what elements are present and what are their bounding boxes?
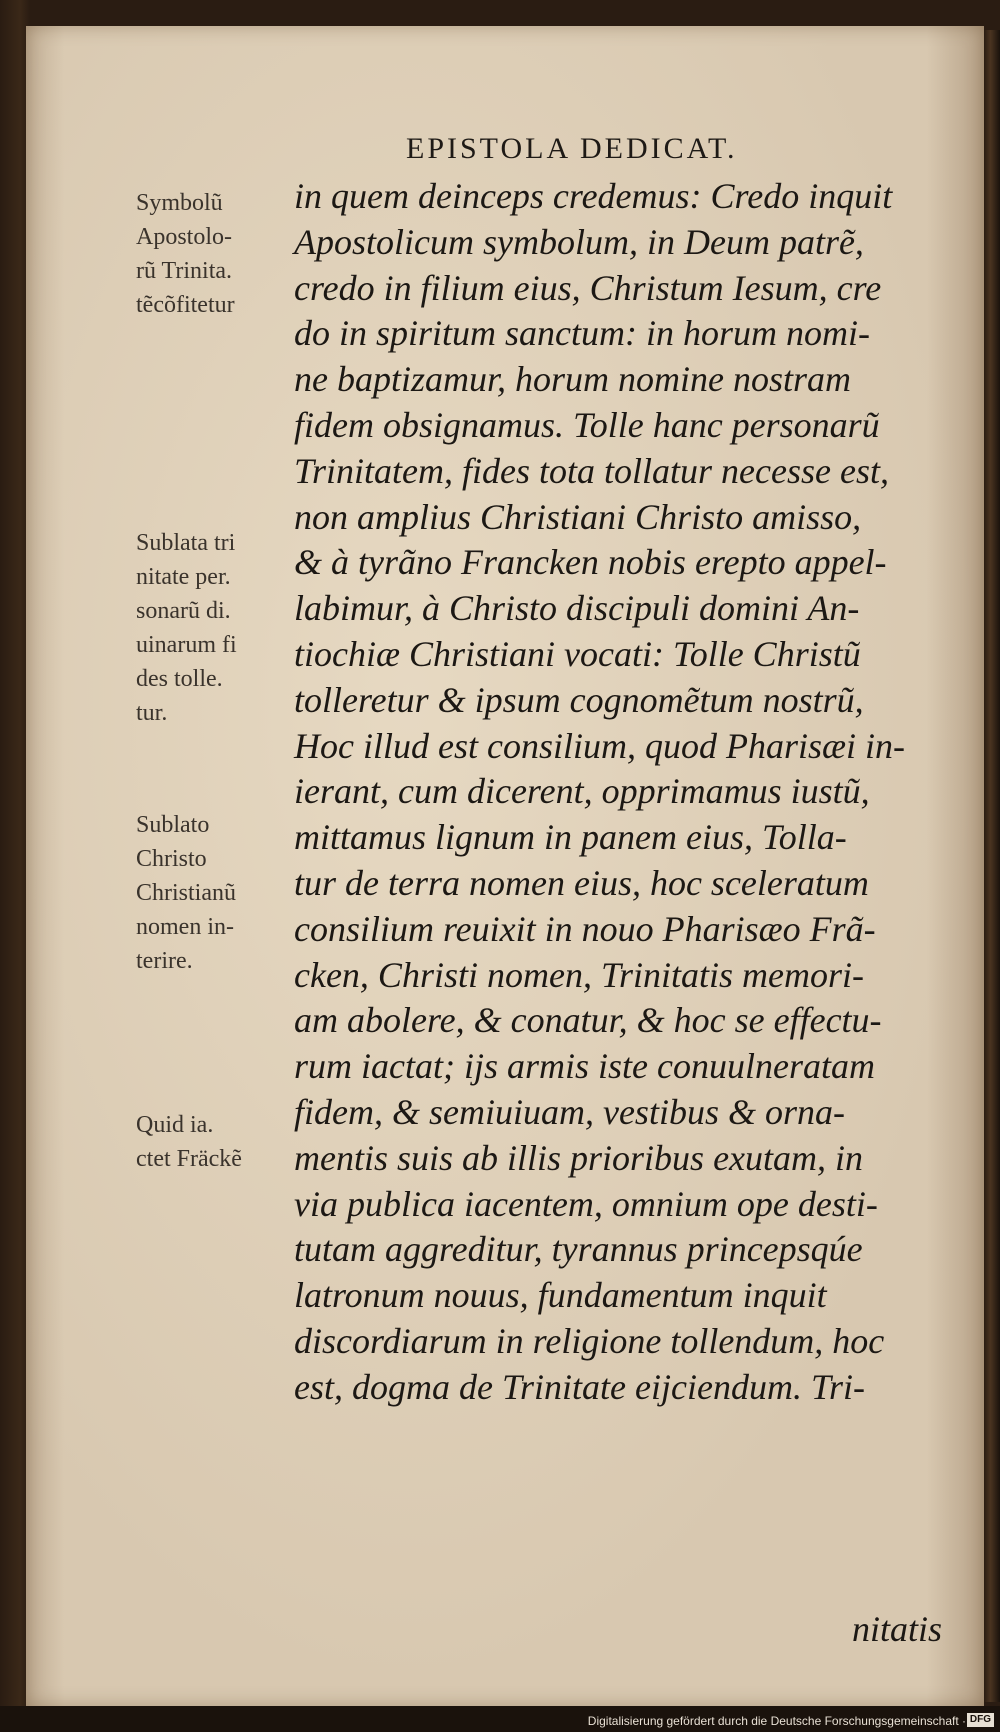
text-line: credo in filium eius, Christum Iesum, cre bbox=[294, 267, 882, 308]
footer-bar bbox=[0, 1706, 1000, 1732]
margin-note-line: terire. bbox=[136, 948, 193, 974]
margin-note-line: rũ Trinita. bbox=[136, 258, 233, 284]
margin-note bbox=[136, 808, 296, 978]
text-line: do in spiritum sanctum: in horum nomi- bbox=[294, 313, 870, 354]
digitization-credit: Digitalisierung gefördert durch die Deutsche Forschungsgemeinschaft · bbox=[587, 1714, 966, 1728]
text-line: ierant, cum dicerent, opprimamus iustũ, bbox=[294, 771, 870, 812]
body-text bbox=[294, 174, 986, 1411]
text-line: est, dogma de Trinitate eijciendum. Tri- bbox=[294, 1366, 865, 1407]
margin-note-line: nomen in- bbox=[136, 914, 234, 940]
margin-note bbox=[136, 526, 296, 730]
margin-note-line: Sublato bbox=[136, 812, 210, 838]
text-line: Apostolicum symbolum, in Deum patrẽ, bbox=[294, 221, 864, 262]
margin-note-line: sonarũ di. bbox=[136, 598, 231, 624]
text-line: & à tyrãno Francken nobis erepto appel- bbox=[294, 542, 887, 583]
margin-note-line: tẽcõfitetur bbox=[136, 292, 235, 318]
text-line: tolleretur & ipsum cognomẽtum nostrũ, bbox=[294, 679, 864, 720]
margin-note-line: Symbolũ bbox=[136, 190, 223, 216]
dfg-logo: DFG bbox=[967, 1713, 994, 1727]
text-line: cken, Christi nomen, Trinitatis memori- bbox=[294, 954, 864, 995]
margin-note-line: Christianũ bbox=[136, 880, 236, 906]
text-line: fidem obsignamus. Tolle hanc personarũ bbox=[294, 404, 880, 445]
text-line: fidem, & semiuiuam, vestibus & orna- bbox=[294, 1091, 845, 1132]
margin-note-line: Sublata tri bbox=[136, 530, 236, 556]
text-line: labimur, à Christo discipuli domini An- bbox=[294, 588, 860, 629]
text-line: via publica iacentem, omnium ope desti- bbox=[294, 1183, 878, 1224]
margin-note bbox=[136, 186, 296, 322]
text-line: ne baptizamur, horum nomine nostram bbox=[294, 359, 852, 400]
margin-note bbox=[136, 1108, 296, 1176]
text-line: non amplius Christiani Christo amisso, bbox=[294, 496, 862, 537]
text-line: mentis suis ab illis prioribus exutam, in bbox=[294, 1137, 864, 1178]
margin-note-line: ctet Fräckẽ bbox=[136, 1146, 242, 1172]
margin-note-line: uinarum fi bbox=[136, 632, 237, 658]
running-head: EPISTOLA DEDICAT. bbox=[406, 132, 738, 165]
margin-note-line: Christo bbox=[136, 846, 207, 872]
text-line: mittamus lignum in panem eius, Tolla- bbox=[294, 817, 847, 858]
text-line: latronum nouus, fundamentum inquit bbox=[294, 1275, 827, 1316]
margin-note-line: des tolle. bbox=[136, 666, 223, 692]
text-line: rum iactat; ijs armis iste conuulneratam bbox=[294, 1046, 875, 1087]
text-line: Hoc illud est consilium, quod Pharisæi in- bbox=[294, 725, 905, 766]
text-line: tiochiæ Christiani vocati: Tolle Christũ bbox=[294, 633, 861, 674]
catchword: nitatis bbox=[852, 1609, 943, 1649]
text-line: in quem deinceps credemus: Credo inquit bbox=[294, 176, 893, 216]
margin-note-line: nitate per. bbox=[136, 564, 231, 590]
margin-note-line: Quid ia. bbox=[136, 1112, 214, 1138]
margin-note-line: tur. bbox=[136, 700, 168, 726]
text-line: discordiarum in religione tollendum, hoc bbox=[294, 1320, 885, 1361]
text-line: tur de terra nomen eius, hoc sceleratum bbox=[294, 862, 869, 903]
text-line: tutam aggreditur, tyrannus princepsqúe bbox=[294, 1229, 863, 1270]
book-page bbox=[26, 26, 984, 1706]
page-edge bbox=[984, 30, 1000, 1702]
text-line: consilium reuixit in nouo Pharisæo Frã- bbox=[294, 908, 876, 949]
text-line: Trinitatem, fides tota tollatur necesse est, bbox=[294, 450, 889, 491]
text-line: am abolere, & conatur, & hoc se effectu- bbox=[294, 1000, 882, 1041]
margin-note-line: Apostolo- bbox=[136, 224, 232, 250]
